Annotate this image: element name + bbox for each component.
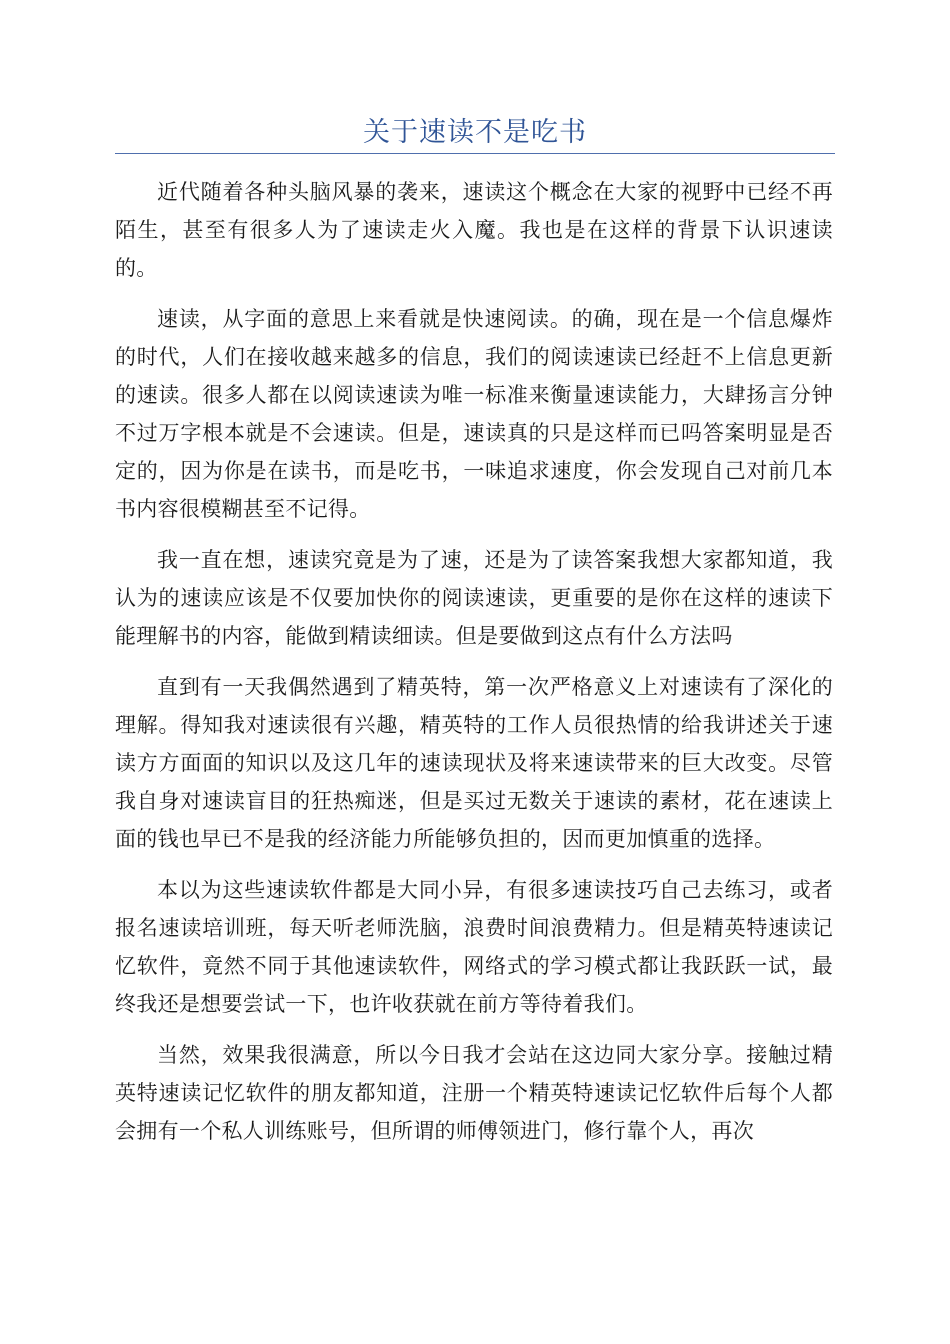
document-body (115, 173, 833, 1163)
paragraph-1: 近代随着各种头脑风暴的袭来，速读这个概念在大家的视野中已经不再陌生，甚至有很多人为了速读走火入魔。我也是在这样的背景下认识速读的。 (115, 180, 833, 280)
paragraph-3: 我一直在想，速读究竟是为了速，还是为了读答案我想大家都知道，我认为的速读应该是不仅要加快你的阅读速读，更重要的是你在这样的速读下能理解书的内容，能做到精读细读。但是要做到这点有什么方法吗 (115, 548, 833, 648)
paragraph-6: 当然，效果我很满意，所以今日我才会站在这边同大家分享。接触过精英特速读记忆软件的朋友都知道，注册一个精英特速读记忆软件后每个人都会拥有一个私人训练账号，但所谓的师傅领进门，修行靠个人，再次 (115, 1043, 833, 1143)
page-title: 关于速读不是吃书 (363, 117, 587, 148)
title-underline (115, 153, 835, 154)
paragraph-5: 本以为这些速读软件都是大同小异，有很多速读技巧自己去练习，或者报名速读培训班，每天听老师洗脑，浪费时间浪费精力。但是精英特速读记忆软件，竟然不同于其他速读软件，网络式的学习模式都让我跃跃一试，最终我还是想要尝试一下，也许收获就在前方等待着我们。 (115, 878, 833, 1016)
paragraph-4: 直到有一天我偶然遇到了精英特，第一次严格意义上对速读有了深化的理解。得知我对速读很有兴趣，精英特的工作人员很热情的给我讲述关于速读方方面面的知识以及这几年的速读现状及将来速读带来的巨大改变。尽管我自身对速读盲目的狂热痴迷，但是买过无数关于速读的素材，花在速读上面的钱也早已不是我的经济能力所能够负担的，因而更加慎重的选择。 (115, 675, 833, 851)
paragraph-2: 速读，从字面的意思上来看就是快速阅读。的确，现在是一个信息爆炸的时代，人们在接收越来越多的信息，我们的阅读速读已经赶不上信息更新的速读。很多人都在以阅读速读为唯一标准来衡量速读能力，大肆扬言分钟不过万字根本就是不会速读。但是，速读真的只是这样而已吗答案明显是否定的，因为你是在读书，而是吃书，一味追求速度，你会发现自己对前几本书内容很模糊甚至不记得。 (115, 307, 833, 521)
